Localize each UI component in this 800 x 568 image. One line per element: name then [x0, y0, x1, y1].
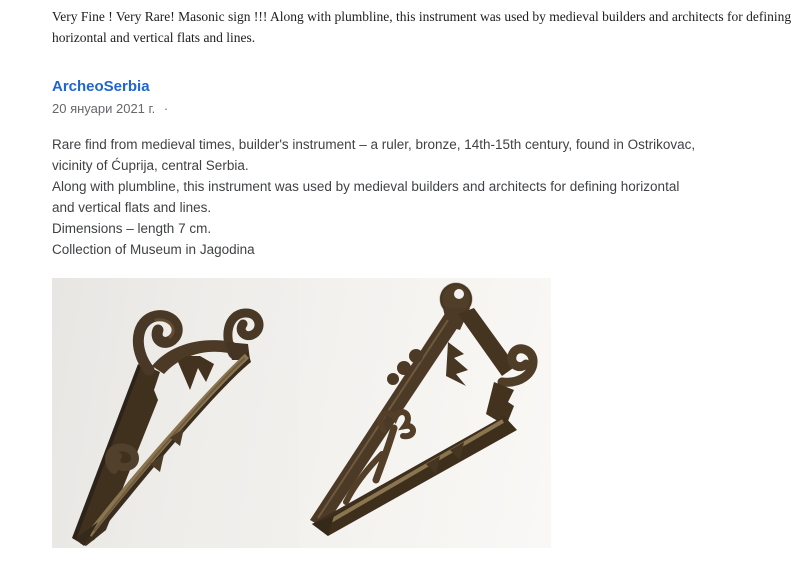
post-body-line: and vertical flats and lines.: [52, 200, 212, 215]
post-body: [52, 134, 695, 260]
quoted-caption-line: horizontal and vertical flats and lines.: [52, 30, 256, 45]
artifact-photo-left[interactable]: [52, 278, 298, 548]
post-body-line: Dimensions – length 7 cm.: [52, 221, 212, 236]
author-link[interactable]: ArcheoSerbia: [52, 78, 150, 95]
timestamp-link[interactable]: 20 януари 2021 г.: [52, 101, 156, 116]
privacy-dot-separator: ·: [163, 101, 169, 116]
post-body-line: Rare find from medieval times, builder's instrument – a ruler, bronze, 14th-15th century, found in Ostrikovac,: [52, 137, 696, 152]
post-body-line: Along with plumbline, this instrument was used by medieval builders and architects for defining horizontal: [52, 179, 680, 194]
post-meta: [52, 101, 168, 116]
quoted-caption: [52, 6, 791, 48]
quoted-caption-line: Very Fine ! Very Rare! Masonic sign !!! Along with plumbline, this instrument was used by medieval builders and architects for defining: [52, 9, 792, 24]
artifact-illustration-right: [298, 278, 551, 548]
post-body-line: vicinity of Ćuprija, central Serbia.: [52, 158, 249, 173]
photo-attachment-row: [52, 278, 551, 548]
post-body-line: Collection of Museum in Jagodina: [52, 242, 255, 257]
artifact-photo-right[interactable]: [298, 278, 551, 548]
artifact-illustration-left: [52, 278, 298, 548]
